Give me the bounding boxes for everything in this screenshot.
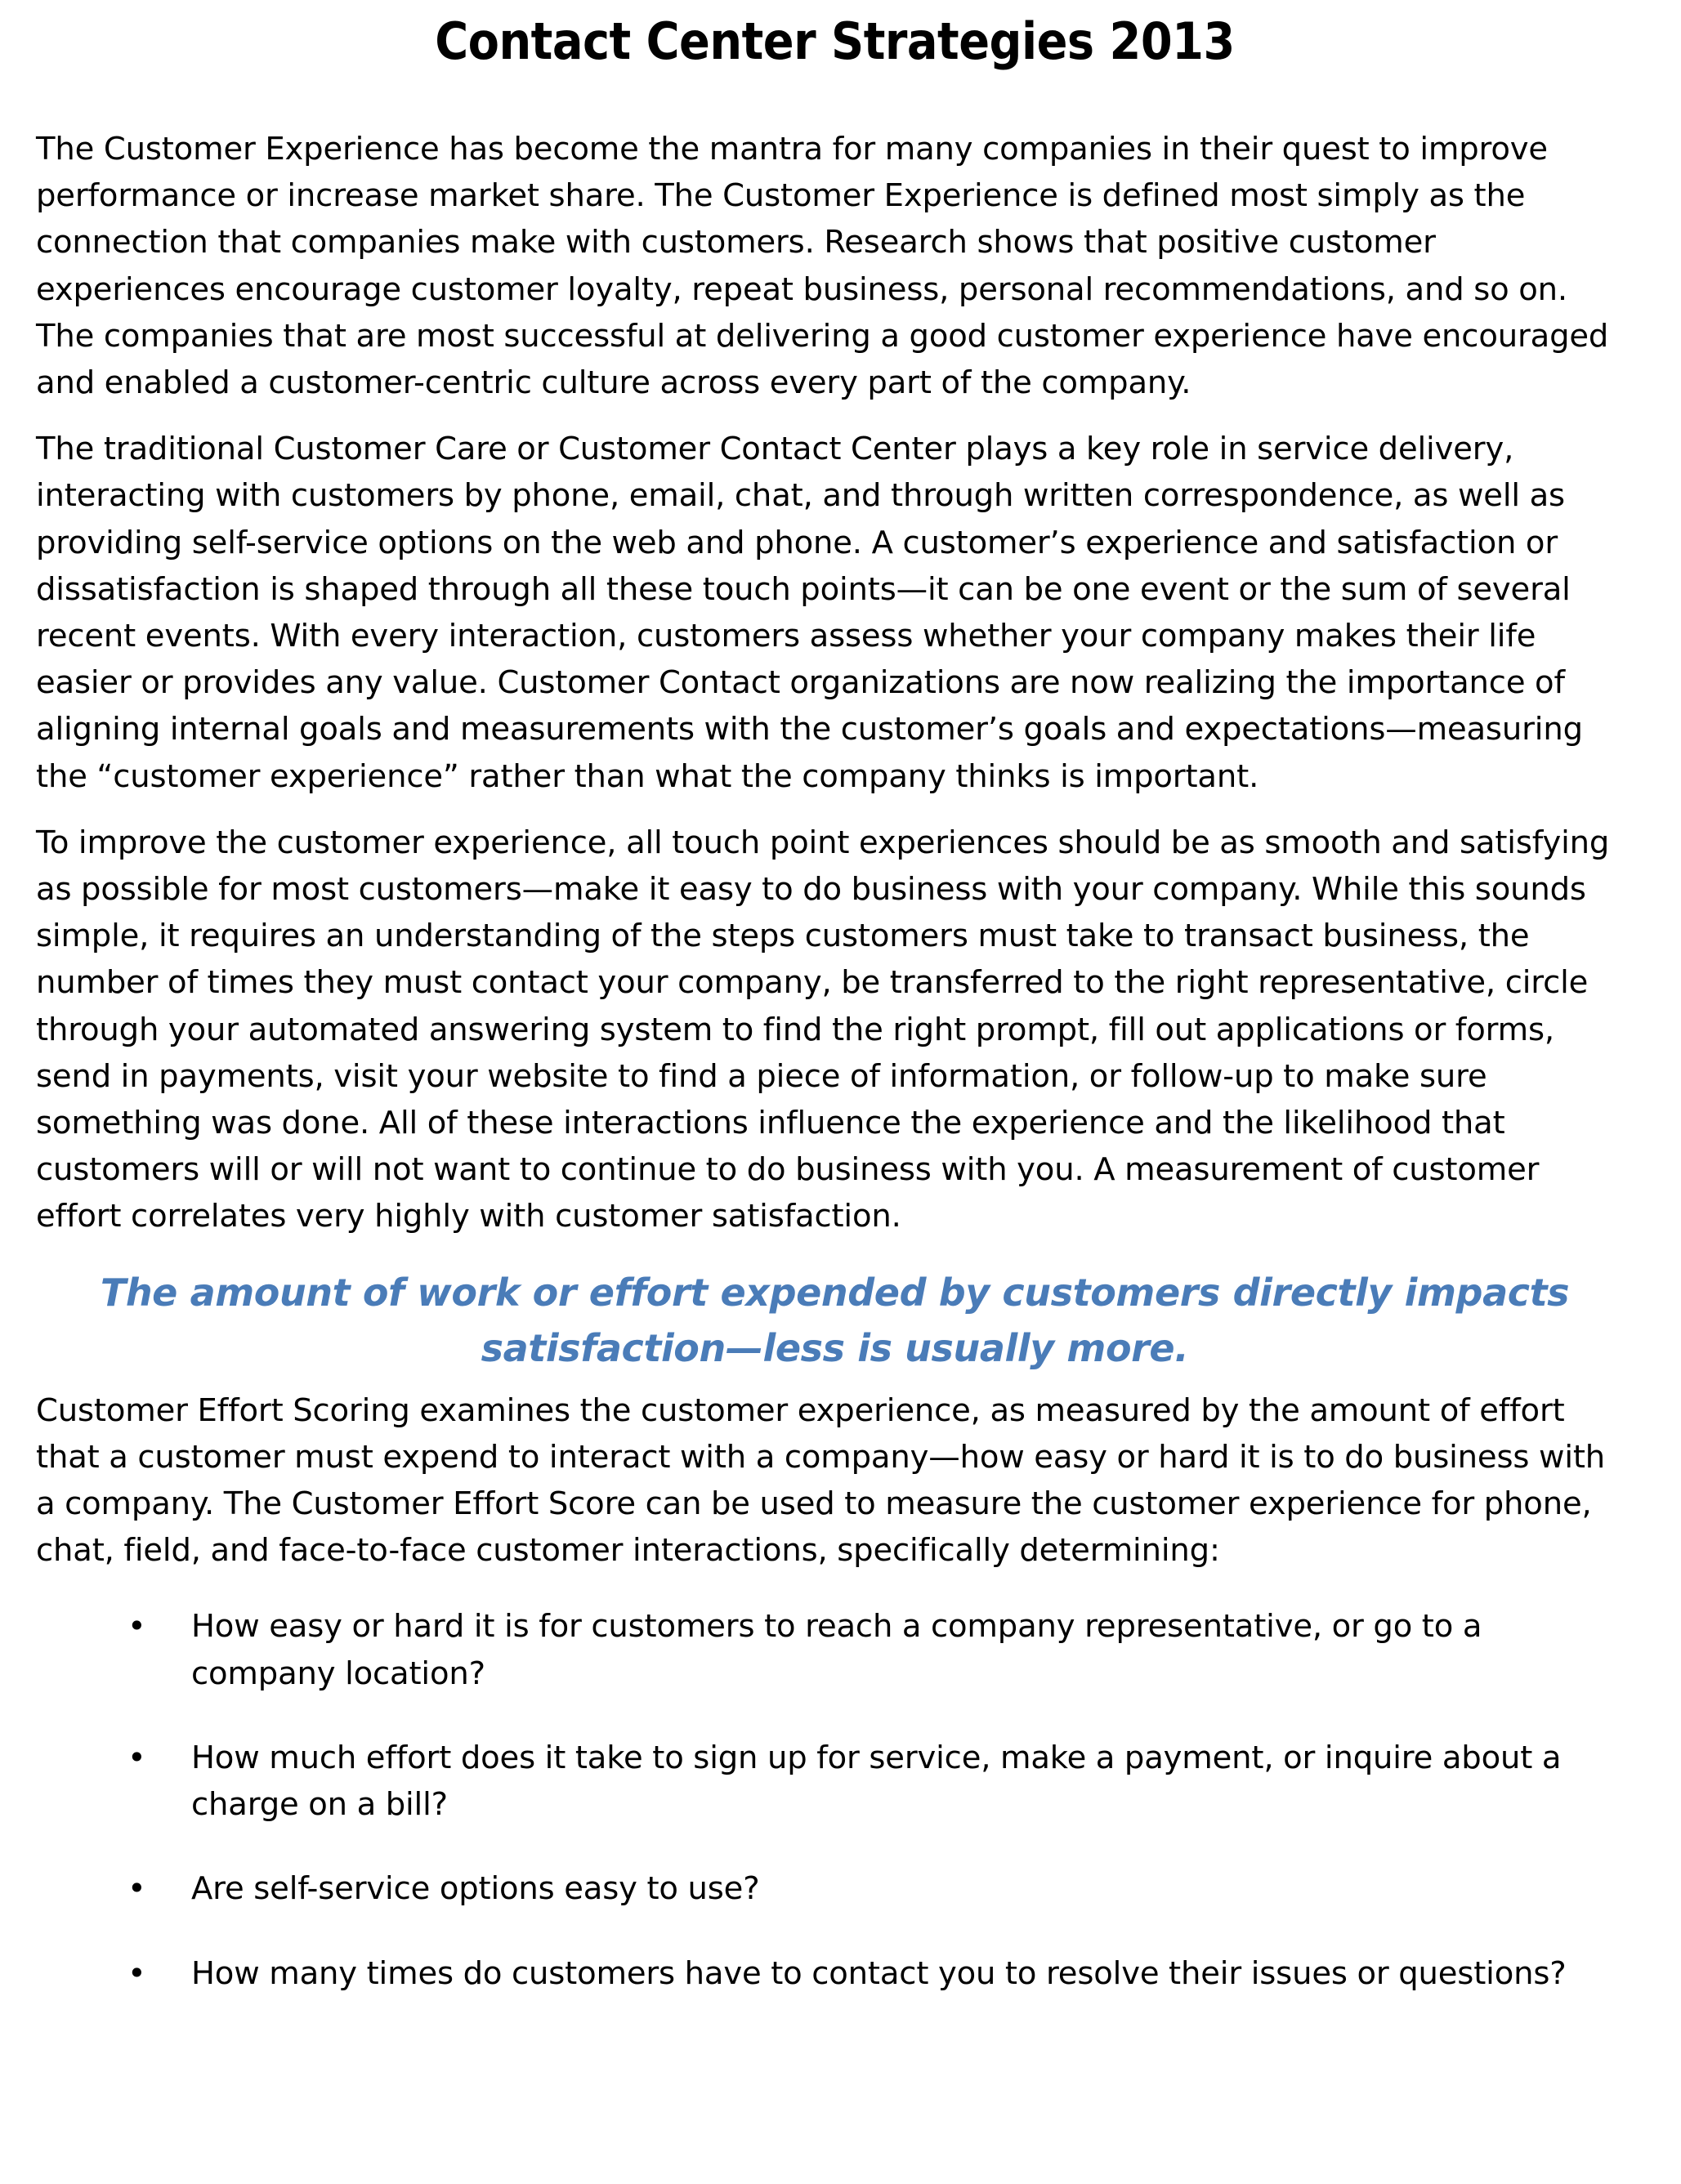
list-item-label: How many times do customers have to contact you to resolve their issues or questions? [191, 1954, 1567, 1992]
list-item-label: How much effort does it take to sign up for service, make a payment, or inquire about a charge on a bill? [191, 1739, 1562, 1824]
list-item [36, 1735, 1634, 1828]
effort-criteria-list [36, 1603, 1634, 1996]
document-body [36, 126, 1634, 1997]
bullet-icon: • [127, 1954, 146, 1992]
paragraph-improve-customer-experience: To improve the customer experience, all touch point experiences should be as smooth and satisfying as possible for most customers—make it easy to do business with your company. While this sounds simple, it requires an understanding of the steps customers must take to transact business, the number of times they must contact your company, be transferred to the right representative, circle through your automated answering system to find the right prompt, fill out applications or forms, send in payments, visit your website to find a piece of information, or follow-up to make sure something was done. All of these interactions influence the experience and the likelihood that customers will or will not want to continue to do business with you. A measurement of customer effort correlates very highly with customer satisfaction. [36, 824, 1610, 1235]
list-item [36, 1603, 1634, 1696]
list-item-label: How easy or hard it is for customers to reach a company representative, or go to a company location? [191, 1608, 1482, 1692]
bullet-icon: • [127, 1739, 146, 1776]
paragraph-traditional-customer-care: The traditional Customer Care or Customer Contact Center plays a key role in service delivery, interacting with customers by phone, email, chat, and through written correspondence, as well as providing self-service options on the web and phone. A customer’s experience and satisfaction or dissatisfaction is shaped through all these touch points—it can be one event or the sum of several recent events. With every interaction, customers assess whether your company makes their life easier or provides any value. Customer Contact organizations are now realizing the importance of aligning internal goals and measurements with the customer’s goals and expectations—measuring the “customer experience” rather than what the company thinks is important. [36, 431, 1583, 795]
bullet-icon: • [127, 1608, 146, 1646]
pull-quote: The amount of work or effort expended by customers directly impacts satisfaction—less is usually more. [100, 1270, 1570, 1370]
list-item [36, 1865, 1634, 1912]
bullet-icon: • [127, 1870, 146, 1908]
list-item [36, 1950, 1634, 1997]
paragraph-customer-effort-scoring: Customer Effort Scoring examines the customer experience, as measured by the amount of effort that a customer must expend to interact with a company—how easy or hard it is to do business with a company. The Customer Effort Score can be used to measure the customer experience for phone, chat, field, and face-to-face customer interactions, specifically determining: [36, 1391, 1606, 1570]
page-title: Contact Center Strategies 2013 [435, 11, 1235, 71]
list-item-label: Are self-service options easy to use? [191, 1870, 760, 1908]
paragraph-intro-customer-experience: The Customer Experience has become the mantra for many companies in their quest to improve performance or increase market share. The Customer Experience is defined most simply as the connection that companies make with customers. Research shows that positive customer experiences encourage customer loyalty, repeat business, personal recommendations, and so on. The companies that are most successful at delivering a good customer experience have encouraged and enabled a customer-centric culture across every part of the company. [36, 131, 1609, 402]
